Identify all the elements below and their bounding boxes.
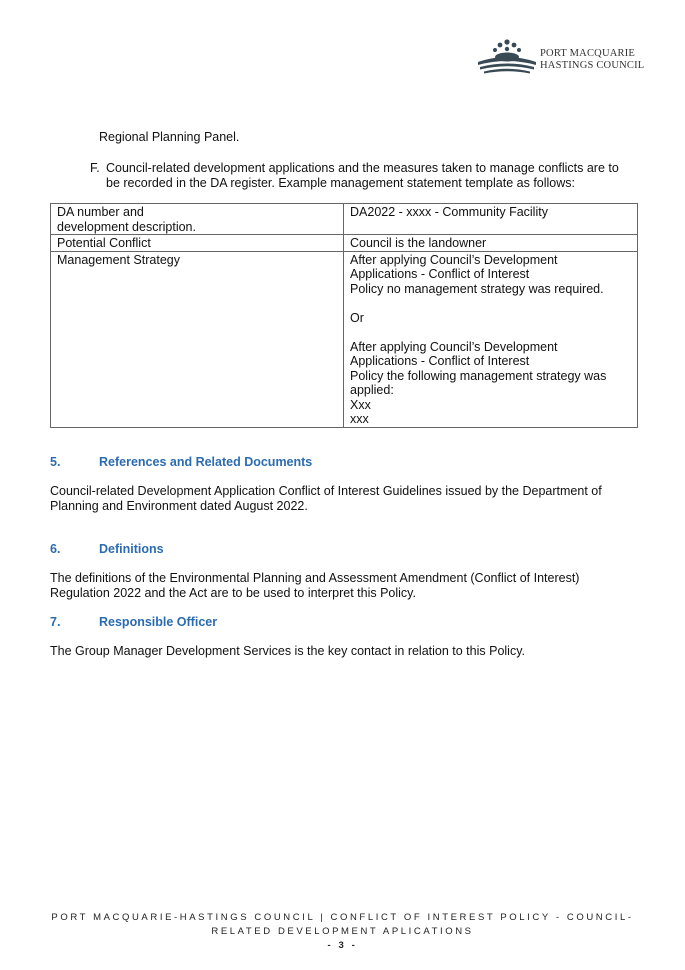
list-item-text [106,161,635,191]
section-number: 6. [50,542,61,556]
cell-line: Applications - Conflict of Interest [350,354,530,368]
list-marker: F. [90,161,100,175]
cell-line: development description. [57,219,196,234]
cell-line: After applying Council’s Development [350,339,558,354]
paragraph-line: Regulation 2022 and the Act are to be used to interpret this Policy. [50,586,416,600]
cell-line: applied: [350,383,394,397]
table-row [51,251,638,427]
paragraph-line: The Group Manager Development Services is the key contact in relation to this Policy. [50,644,525,658]
cell-line: Applications - Conflict of Interest [350,267,530,281]
table-row [51,204,638,235]
logo-line-1: PORT MACQUARIE [540,48,636,59]
paragraph-line: The definitions of the Environmental Planning and Assessment Amendment (Conflict of Interest) [50,571,580,585]
council-logo-text [540,48,644,72]
list-item-line: Council-related development applications and the measures taken to manage conflicts are to [106,161,619,175]
page-number: - 3 - [327,940,358,951]
paragraph-line: Planning and Environment dated August 2022. [50,499,308,513]
table-cell-label: Potential Conflict [51,235,344,252]
footer-line-2: RELATED DEVELOPMENT APLICATIONS [211,926,474,937]
list-item-f [90,161,635,191]
cell-line: Xxx [350,397,371,412]
footer-line-1: PORT MACQUARIE-HASTINGS COUNCIL | CONFLICT OF INTEREST POLICY - COUNCIL- [51,912,634,923]
list-item-line: be recorded in the DA register. Example management statement template as follows: [106,176,575,190]
section-number: 7. [50,615,61,629]
cell-line: Policy the following management strategy was [350,368,607,383]
management-statement-table [50,203,638,428]
table-cell-value [344,251,638,427]
cell-line: xxx [350,412,369,426]
section-text-7 [50,644,640,659]
section-number: 5. [50,455,61,469]
table-cell-label: Management Strategy [51,251,344,427]
section-text-6 [50,571,640,601]
cell-line: Policy no management strategy was required. [350,281,604,296]
continued-text: Regional Planning Panel. [99,130,240,144]
cell-line: Or [350,310,364,325]
section-title: References and Related Documents [99,455,313,469]
cell-line: DA number and [57,205,144,219]
table-cell-value: DA2022 - xxxx - Community Facility [344,204,638,235]
council-logo-icon [476,38,538,78]
section-title: Definitions [99,542,164,556]
council-logo [476,38,646,78]
table-cell-label [51,204,344,235]
section-title: Responsible Officer [99,615,218,629]
paragraph-line: Council-related Development Application Conflict of Interest Guidelines issued by the Department of [50,484,602,498]
section-text-5 [50,484,640,514]
logo-line-2: HASTINGS COUNCIL [540,60,645,71]
table-row [51,235,638,252]
cell-line: After applying Council’s Development [350,252,558,267]
table-cell-value: Council is the landowner [344,235,638,252]
